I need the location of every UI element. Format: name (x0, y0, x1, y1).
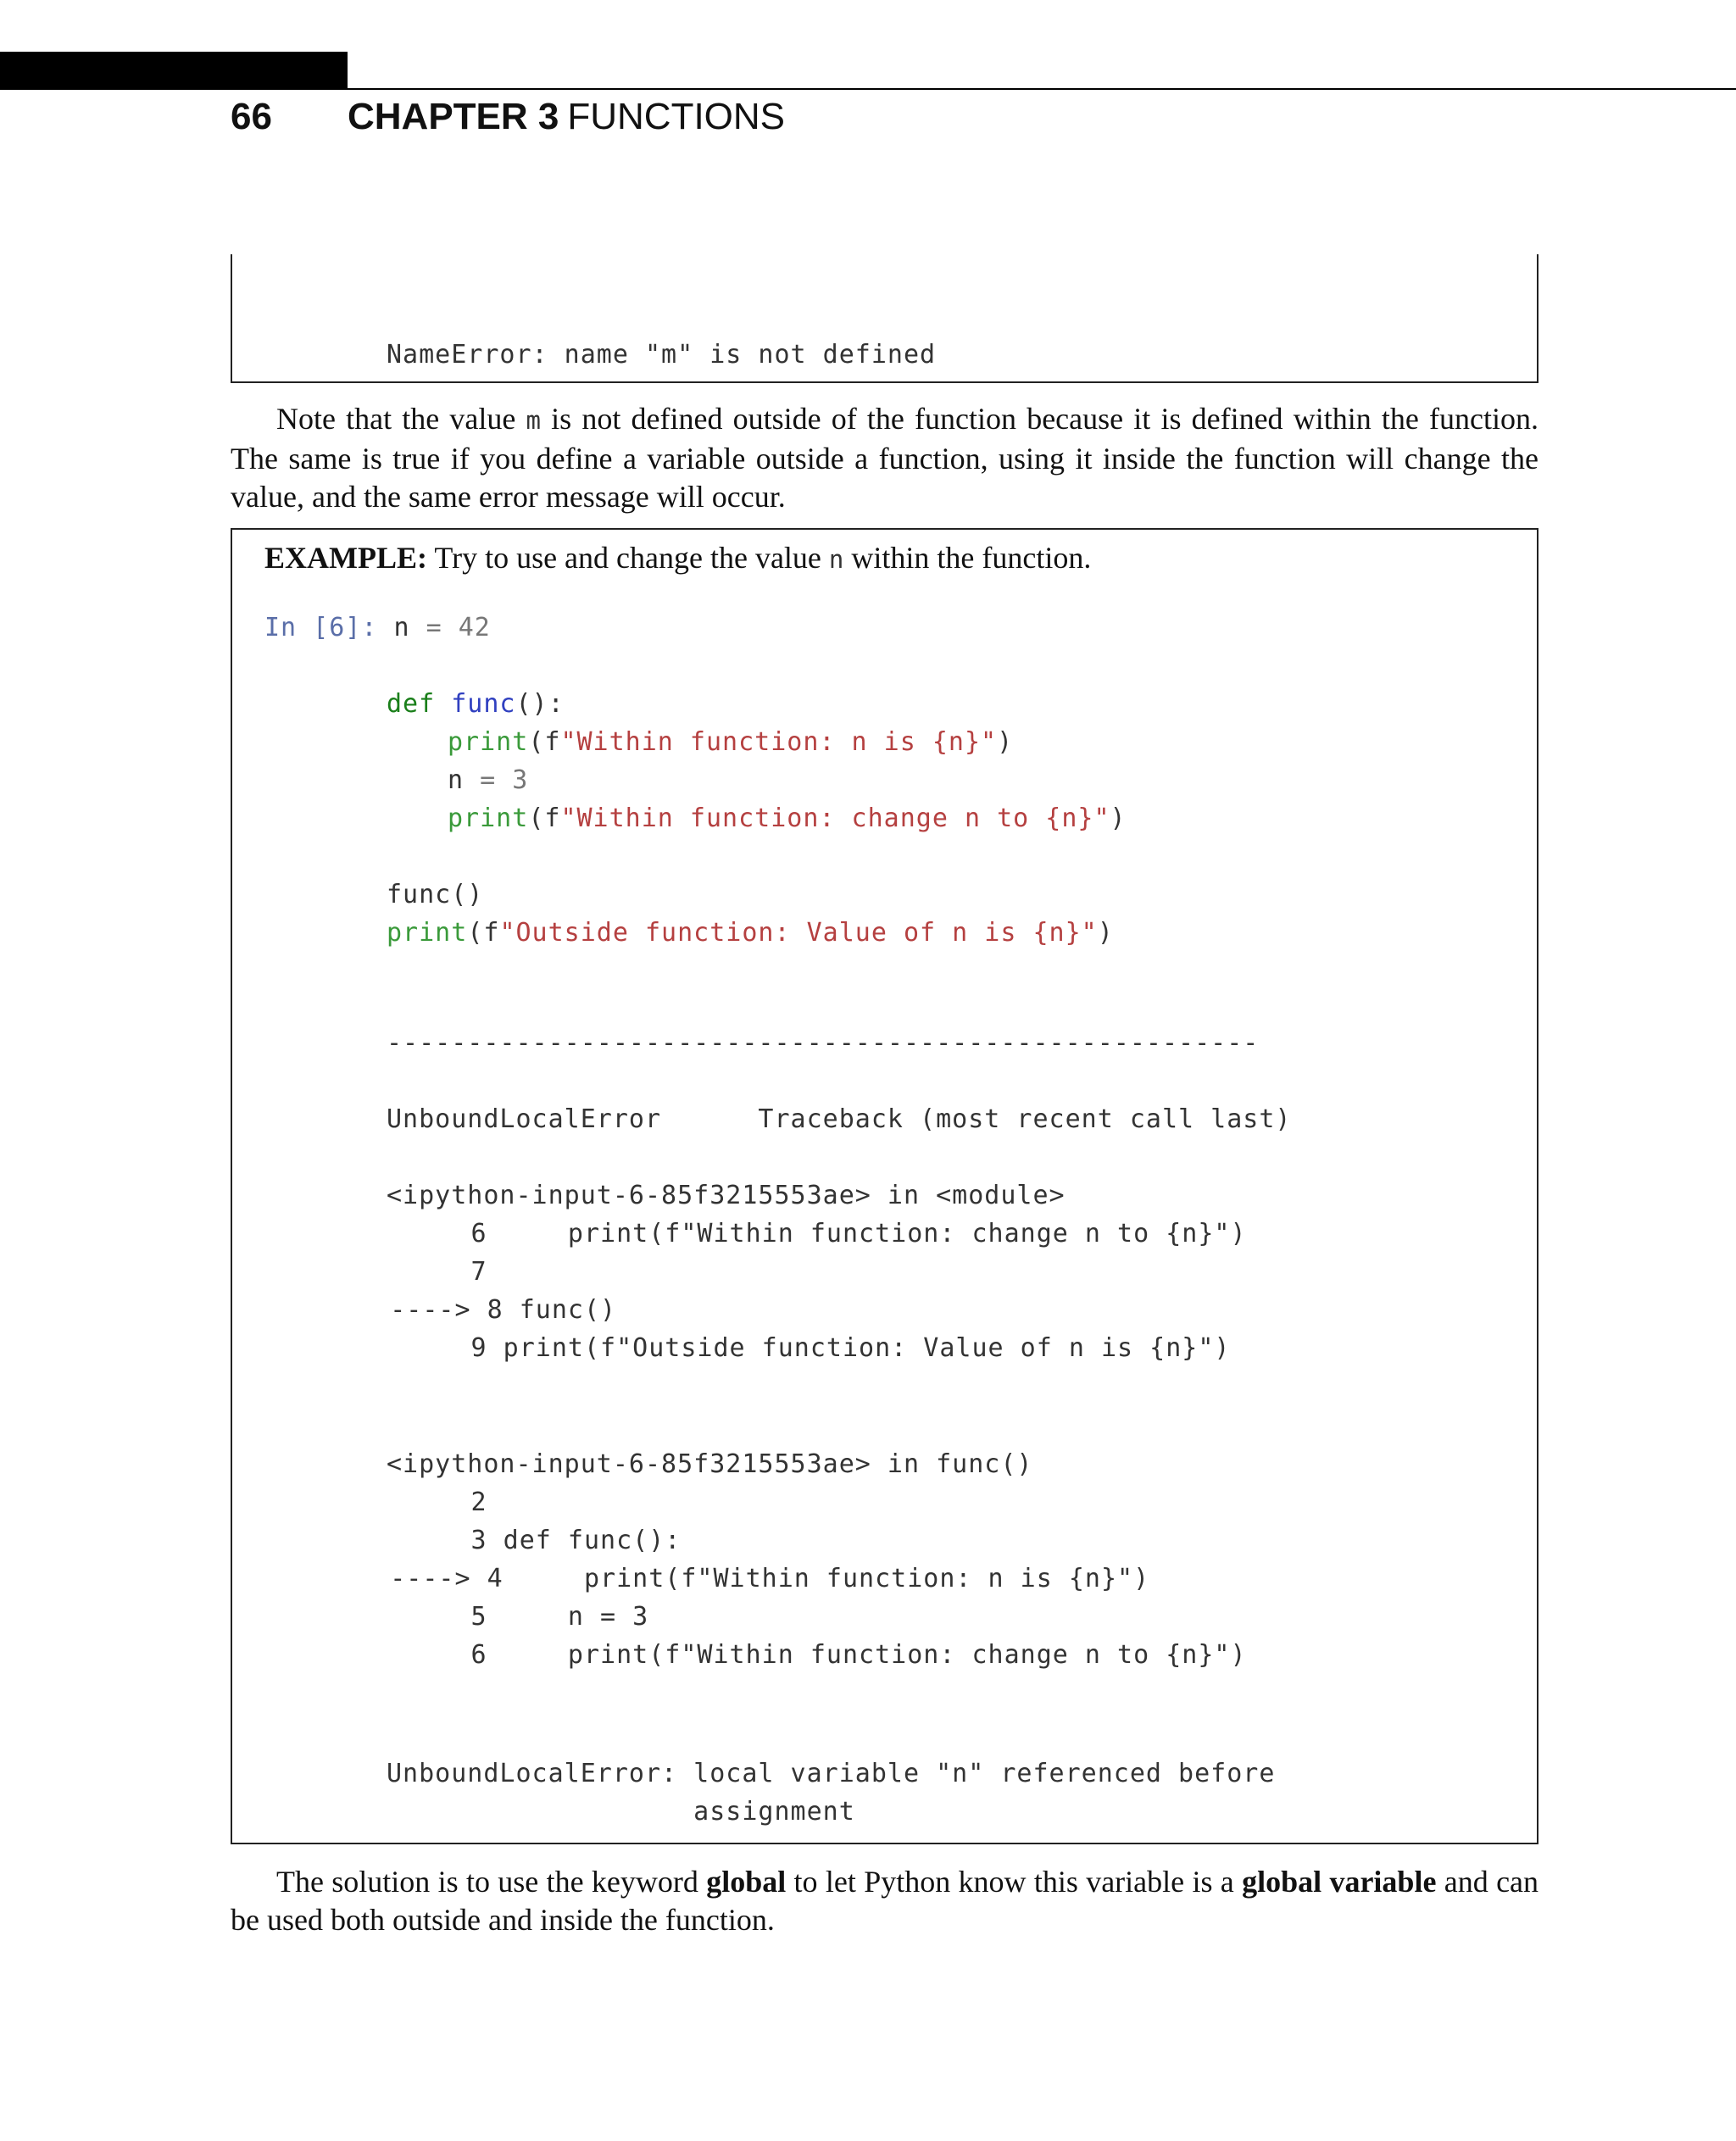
running-head (348, 92, 785, 142)
code-token: (f (528, 804, 561, 833)
para1-text-before: Note that the value (276, 402, 526, 436)
code-token: ) (1097, 918, 1114, 948)
traceback-line: ----> 8 func() (326, 1295, 617, 1325)
code-token: ) (1110, 804, 1127, 833)
code-token: def (387, 689, 436, 719)
code-token: func (451, 689, 516, 719)
code-token: "Within function: change n to {n}" (560, 804, 1110, 833)
traceback-line: 7 (326, 1257, 487, 1287)
paragraph-note (231, 400, 1538, 516)
paragraph-solution (231, 1863, 1538, 1939)
code-line-call: func() (387, 880, 484, 909)
code-line-assign (448, 761, 528, 799)
code-line-print-2 (448, 799, 1127, 837)
code-line-1 (264, 609, 491, 647)
example-text-after: within the function. (843, 541, 1092, 575)
traceback-line: 9 print(f"Outside function: Value of n is {n}") (326, 1333, 1231, 1363)
traceback-line: 2 (326, 1488, 487, 1517)
traceback-line: 6 print(f"Within function: change n to {n}") (326, 1640, 1247, 1670)
para2-text: and can be used both outside and inside the function. (231, 1865, 1539, 1937)
code-token: ) (997, 727, 1014, 757)
traceback-header: UnboundLocalError Traceback (most recent call last) (387, 1104, 1292, 1134)
para2-text: to let Python know this variable is a (786, 1865, 1243, 1899)
inline-code-m: m (526, 406, 542, 435)
keyword-global: global (706, 1865, 787, 1899)
example-label: EXAMPLE: (264, 541, 427, 575)
code-token: 3 (512, 765, 529, 795)
code-token: print (387, 918, 468, 948)
term-global-variable: global variable (1242, 1865, 1437, 1899)
traceback-frame-1-header: <ipython-input-6-85f3215553ae> in <module> (387, 1181, 1066, 1210)
code-token: "Outside function: Value of n is {n}" (499, 918, 1098, 948)
code-token: (f (467, 918, 500, 948)
page-number: 66 (231, 96, 272, 137)
input-prompt: In [6]: (264, 613, 378, 642)
traceback-dashes: ------------------------------------------------------ (387, 1028, 1260, 1058)
code-token: (f (528, 727, 561, 757)
code-line-def (387, 685, 565, 723)
traceback-line: 3 def func(): (326, 1526, 682, 1555)
code-token: print (448, 804, 529, 833)
code-token: 42 (458, 613, 491, 642)
code-token: n (448, 765, 465, 795)
code-line-print-1 (448, 723, 1013, 761)
chapter-title: FUNCTIONS (567, 96, 786, 137)
traceback-line: 5 n = 3 (326, 1602, 649, 1632)
chapter-label: CHAPTER 3 (348, 96, 559, 137)
final-error-line-2: assignment (387, 1797, 855, 1827)
header-bar (0, 52, 348, 90)
code-token: = (480, 765, 497, 795)
traceback-line: 6 print(f"Within function: change n to {n}") (326, 1219, 1247, 1248)
name-error-line: NameError: name "m" is not defined (387, 340, 937, 370)
inline-code-n: n (828, 545, 844, 574)
code-token: = (426, 613, 442, 642)
header-rule (0, 88, 1736, 90)
para2-text: The solution is to use the keyword (276, 1865, 707, 1899)
code-line-print-3 (387, 914, 1114, 952)
final-error-line-1: UnboundLocalError: local variable "n" referenced before (387, 1759, 1276, 1788)
para1-text-after: is not defined outside of the function because it is defined within the function. The same is true if you define a variable outside a function, using it inside the function will change the value, and the same error message will occur. (231, 402, 1538, 514)
code-token: n (393, 613, 410, 642)
code-token: (): (515, 689, 565, 719)
traceback-line: ----> 4 print(f"Within function: n is {n}") (326, 1564, 1150, 1593)
example-text-before: Try to use and change the value (427, 541, 829, 575)
code-token: "Within function: n is {n}" (560, 727, 998, 757)
code-token: print (448, 727, 529, 757)
example-heading (264, 537, 1091, 580)
traceback-frame-2-header: <ipython-input-6-85f3215553ae> in func() (387, 1449, 1033, 1479)
